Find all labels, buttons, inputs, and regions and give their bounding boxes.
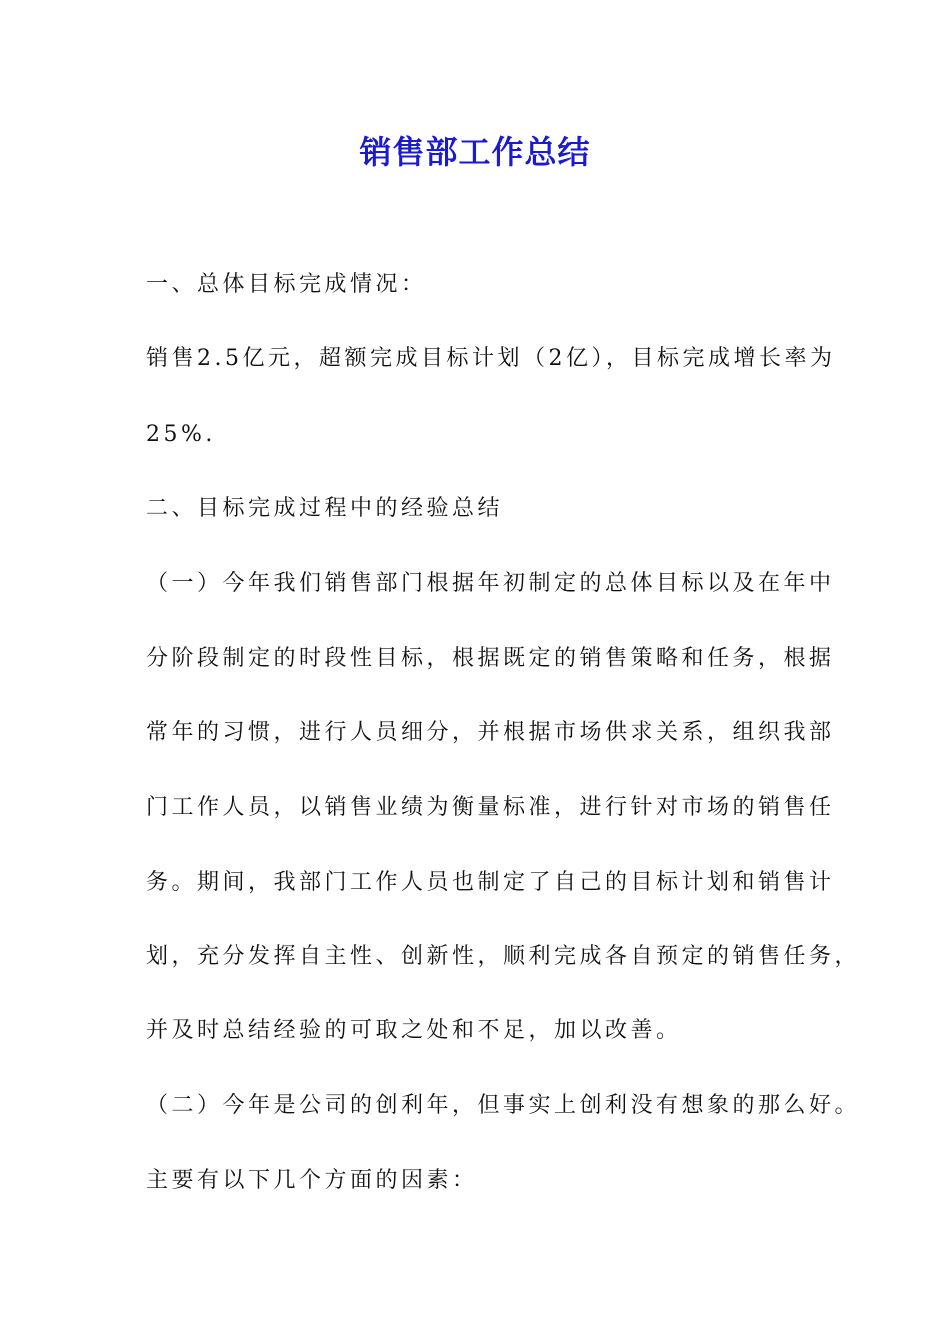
paragraph-line: 并及时总结经验的可取之处和不足，加以改善。: [146, 1018, 682, 1043]
document-title: 销售部工作总结: [359, 133, 591, 171]
paragraph-line: 主要有以下几个方面的因素：: [146, 1168, 478, 1193]
paragraph-line: 分阶段制定的时段性目标，根据既定的销售策略和任务，根据: [146, 646, 835, 671]
paragraph-line: （二）今年是公司的创利年，但事实上创利没有想象的那么好。: [146, 1093, 861, 1118]
section-heading-1: 一、总体目标完成情况：: [146, 272, 427, 297]
paragraph-line: 25%.: [146, 422, 216, 447]
paragraph-line: 常年的习惯，进行人员细分，并根据市场供求关系，组织我部: [146, 720, 835, 745]
paragraph-line: （一）今年我们销售部门根据年初制定的总体目标以及在年中: [146, 571, 835, 596]
paragraph-line: 划，充分发挥自主性、创新性，顺利完成各自预定的销售任务，: [146, 944, 861, 969]
paragraph-line: 门工作人员，以销售业绩为衡量标准，进行针对市场的销售任: [146, 795, 835, 820]
paragraph-line: 务。期间，我部门工作人员也制定了自己的目标计划和销售计: [146, 870, 835, 895]
paragraph-line: 销售2.5亿元，超额完成目标计划（2亿），目标完成增长率为: [146, 346, 836, 371]
section-heading-2: 二、目标完成过程中的经验总结: [146, 496, 504, 521]
